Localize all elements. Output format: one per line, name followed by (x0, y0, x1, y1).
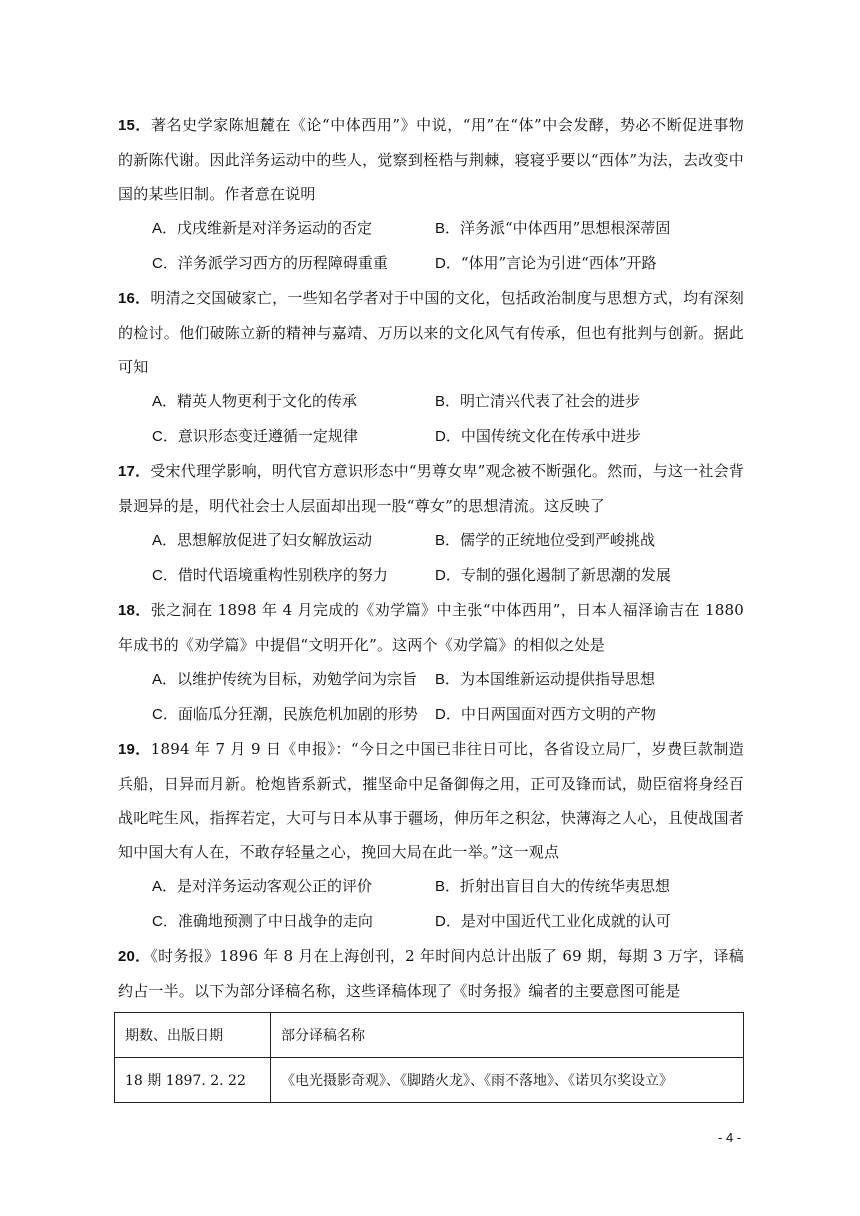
table-header-issue-date: 期数、出版日期 (115, 1013, 271, 1058)
question-stem (118, 732, 744, 869)
option-a: A．是对洋务运动客观公正的评价 (152, 877, 373, 895)
option-a: A．思想解放促进了妇女解放运动 (152, 531, 373, 549)
option-list (152, 384, 744, 454)
option-list (152, 211, 744, 281)
option-a: A．精英人物更利于文化的传承 (152, 392, 358, 410)
question-text: 张之洞在 1898 年 4 月完成的《劝学篇》中主张“中体西用”，日本人福泽谕吉在 1880 年成书的《劝学篇》中提倡“文明开化”。这两个《劝学篇》的相似之处是 (118, 601, 744, 654)
page-number: - 4 - (718, 1130, 742, 1145)
question-text: 明清之交国破家亡，一些知名学者对于中国的文化，包括政治制度与思想方式，均有深刻的检讨。他们破陈立新的精神与嘉靖、万历以来的文化风气有传承，但也有批判与创新。据此可知 (118, 289, 744, 376)
option-d: D．中日两国面对西方文明的产物 (435, 705, 656, 723)
question-text: 《时务报》1896 年 8 月在上海创刊，2 年时间内总计出版了 69 期，每期 3 万字，译稿约占一半。以下为部分译稿名称，这些译稿体现了《时务报》编者的主要意图可能是 (118, 947, 744, 1000)
option-list (152, 869, 744, 939)
table-cell-titles: 《电光摄影奇观》、《脚踏火龙》、《雨不落地》、《诺贝尔奖设立》 (271, 1058, 744, 1103)
option-c: C．面临瓜分狂潮，民族危机加剧的形势 (152, 705, 418, 723)
option-list (152, 523, 744, 593)
option-c: C．准确地预测了中日战争的走向 (152, 912, 373, 930)
option-c: C．借时代语境重构性别秩序的努力 (152, 566, 388, 584)
table-cell-issue-date: 18 期 1897. 2. 22 (115, 1058, 271, 1103)
option-b: B．儒学的正统地位受到严峻挑战 (435, 531, 656, 549)
option-b: B．明亡清兴代表了社会的进步 (435, 392, 641, 410)
question-17 (118, 454, 744, 593)
question-number: 17． (118, 463, 151, 480)
option-d: D．专制的强化遏制了新思潮的发展 (435, 566, 671, 584)
question-number: 20． (118, 948, 151, 965)
question-stem (118, 593, 744, 662)
question-19 (118, 732, 744, 939)
option-list (152, 662, 744, 732)
option-a: A．以维护传统为目标，劝勉学问为宗旨 (152, 670, 418, 688)
option-d: D．中国传统文化在传承中进步 (435, 427, 641, 445)
question-20 (118, 939, 744, 1103)
question-list (118, 108, 744, 1103)
option-a: A．戊戌维新是对洋务运动的否定 (152, 219, 373, 237)
option-b: B．洋务派“中体西用”思想根深蒂固 (435, 219, 671, 237)
option-b: B．为本国维新运动提供指导思想 (435, 670, 656, 688)
question-number: 16． (118, 290, 151, 307)
question-18 (118, 593, 744, 732)
question-stem (118, 454, 744, 523)
question-stem (118, 108, 744, 211)
question-number: 18． (118, 602, 151, 619)
question-number: 15． (118, 117, 151, 134)
option-d: D．“体用”言论为引进“西体”开路 (435, 254, 657, 272)
question-16 (118, 281, 744, 454)
option-b: B．折射出盲目自大的传统华夷思想 (435, 877, 671, 895)
option-c: C．洋务派学习西方的历程障碍重重 (152, 254, 388, 272)
option-d: D．是对中国近代工业化成就的认可 (435, 912, 671, 930)
question-text: 著名史学家陈旭麓在《论“中体西用”》中说，“用”在“体”中会发酵，势必不断促进事物的新陈代谢。因此洋务运动中的些人，觉察到桎梏与荆棘，寝寝乎要以“西体”为法，去改变中国的某些旧制。作者意在说明 (118, 116, 744, 203)
question-number: 19． (118, 741, 151, 758)
question-text: 1894 年 7 月 9 日《申报》：“今日之中国已非往日可比，各省设立局厂，岁费巨款制造兵船，日异而月新。枪炮皆系新式，摧坚命中足备御侮之用，正可及锋而试，勋臣宿将身经百战叱咤生风，指挥若定，大可与日本从事于疆场，伸历年之积忿，快薄海之人心，且使战国者知中国大有人在，不敢存轻量之心，挽回大局在此一举。”这一观点 (118, 740, 744, 861)
question-15 (118, 108, 744, 281)
table-row (115, 1058, 744, 1103)
question-stem (118, 281, 744, 384)
option-c: C．意识形态变迁遵循一定规律 (152, 427, 358, 445)
table-header-titles: 部分译稿名称 (271, 1013, 744, 1058)
translation-table (114, 1012, 744, 1103)
table-header-row (115, 1013, 744, 1058)
question-stem (118, 939, 744, 1008)
question-text: 受宋代理学影响，明代官方意识形态中“男尊女卑”观念被不断强化。然而，与这一社会背景迥异的是，明代社会士人层面却出现一股“尊女”的思想清流。这反映了 (118, 462, 744, 515)
